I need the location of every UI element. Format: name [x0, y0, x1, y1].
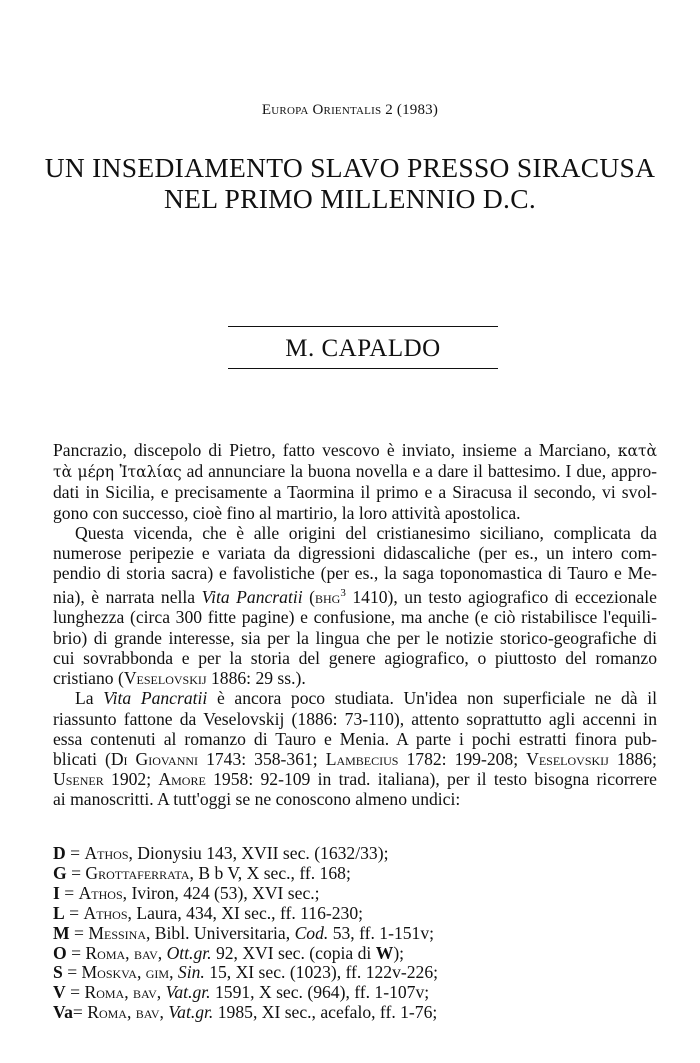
- manuscript-entry: S = Moskva, gim, Sin. 15, XI sec. (1023), ff. 122v-226;: [53, 962, 439, 983]
- manuscript-entry: V = Roma, bav, Vat.gr. 1591, X sec. (964), ff. 1-107v;: [53, 982, 430, 1003]
- body-line: lunghezza (circa 300 fitte pagine) e confusione, ma anche (e ciò ristabilisce l'equili-: [53, 607, 657, 628]
- title-line-1: UN INSEDIAMENTO SLAVO PRESSO SIRACUSA: [44, 152, 656, 183]
- manuscript-entry: G = Grottaferrata, B b V, X sec., ff. 168;: [53, 862, 351, 883]
- body-line: essa contenuti al romanzo di Tauro e Menia. A parte i pochi estratti finora pub-: [53, 728, 657, 749]
- journal-header: Europa Orientalis 2 (1983): [261, 102, 439, 118]
- body-line: τὰ μέρη Ἰταλίας ad annunciare la buona novella e a dare il battesimo. I due, appro-: [53, 461, 657, 482]
- body-line: gono con successo, cioè fino al martirio, la loro attività apostolica.: [53, 502, 521, 523]
- body-line: blicati (Di Giovanni 1743: 358-361; Lambecius 1782: 199-208; Veselovskij 1886;: [53, 748, 657, 769]
- body-line: nia), è narrata nella Vita Pancratii (bhg$^3$ 1410), un testo agiografico di eccezionale: [53, 587, 657, 608]
- body-line: Pancrazio, discepolo di Pietro, fatto vescovo è inviato, insieme a Marciano, κατὰ: [53, 440, 657, 460]
- body-line: numerose peripezie e variata da digressioni didascaliche (per es., un intero com-: [53, 543, 657, 564]
- body-line: cristiano (Veselovskij 1886: 29 ss.).: [53, 668, 306, 689]
- author-name: M. CAPALDO: [285, 335, 441, 362]
- manuscript-list: [53, 844, 438, 1023]
- manuscript-entry: M = Messina, Bibl. Universitaria, Cod. 53, ff. 1-151v;: [53, 922, 435, 943]
- body-line: ai manoscritti. A tutt'oggi se ne conoscono almeno undici:: [53, 789, 461, 810]
- article-title: [0, 152, 700, 214]
- manuscript-entry: Va= Roma, bav, Vat.gr. 1985, XI sec., acefalo, ff. 1-76;: [53, 1002, 438, 1023]
- body-line: pendio di storia sacra) e favolistiche (per es., la saga toponomastica di Tauro e Me-: [53, 563, 657, 584]
- manuscript-entry: O = Roma, bav, Ott.gr. 92, XVI sec. (copia di W);: [53, 942, 405, 963]
- body-line: cui sovrabbonda e per la storia del genere agiografico, o piuttosto del romanzo: [53, 647, 657, 668]
- manuscript-entry: I = Athos, Iviron, 424 (53), XVI sec.;: [53, 882, 320, 903]
- manuscript-entry: D = Athos, Dionysiu 143, XVII sec. (1632/33);: [53, 843, 389, 863]
- article-body: [53, 440, 657, 810]
- body-line: riassunto fattone da Veselovskij (1886: 73-110), attento soprattutto agli accenni in: [53, 708, 657, 729]
- manuscript-entry: L = Athos, Laura, 434, XI sec., ff. 116-230;: [53, 902, 364, 923]
- body-line: dati in Sicilia, e precisamente a Taormina il primo e a Siracusa il secondo, vi svol-: [53, 482, 657, 503]
- author-rule-bottom: [228, 368, 498, 369]
- body-line: brio) di grande interesse, sia per la lingua che per le notizie storico-geografiche di: [53, 627, 657, 648]
- title-line-2: NEL PRIMO MILLENNIO D.C.: [163, 183, 537, 214]
- body-line: La Vita Pancratii è ancora poco studiata. Un'idea non superficiale ne dà il: [75, 688, 658, 709]
- author-rule-top: [228, 326, 498, 327]
- body-line: Usener 1902; Amore 1958: 92-109 in trad. italiana), per il testo bisogna ricorrere: [53, 769, 657, 790]
- body-line: Questa vicenda, che è alle origini del cristianesimo siciliano, complicata da: [75, 522, 657, 543]
